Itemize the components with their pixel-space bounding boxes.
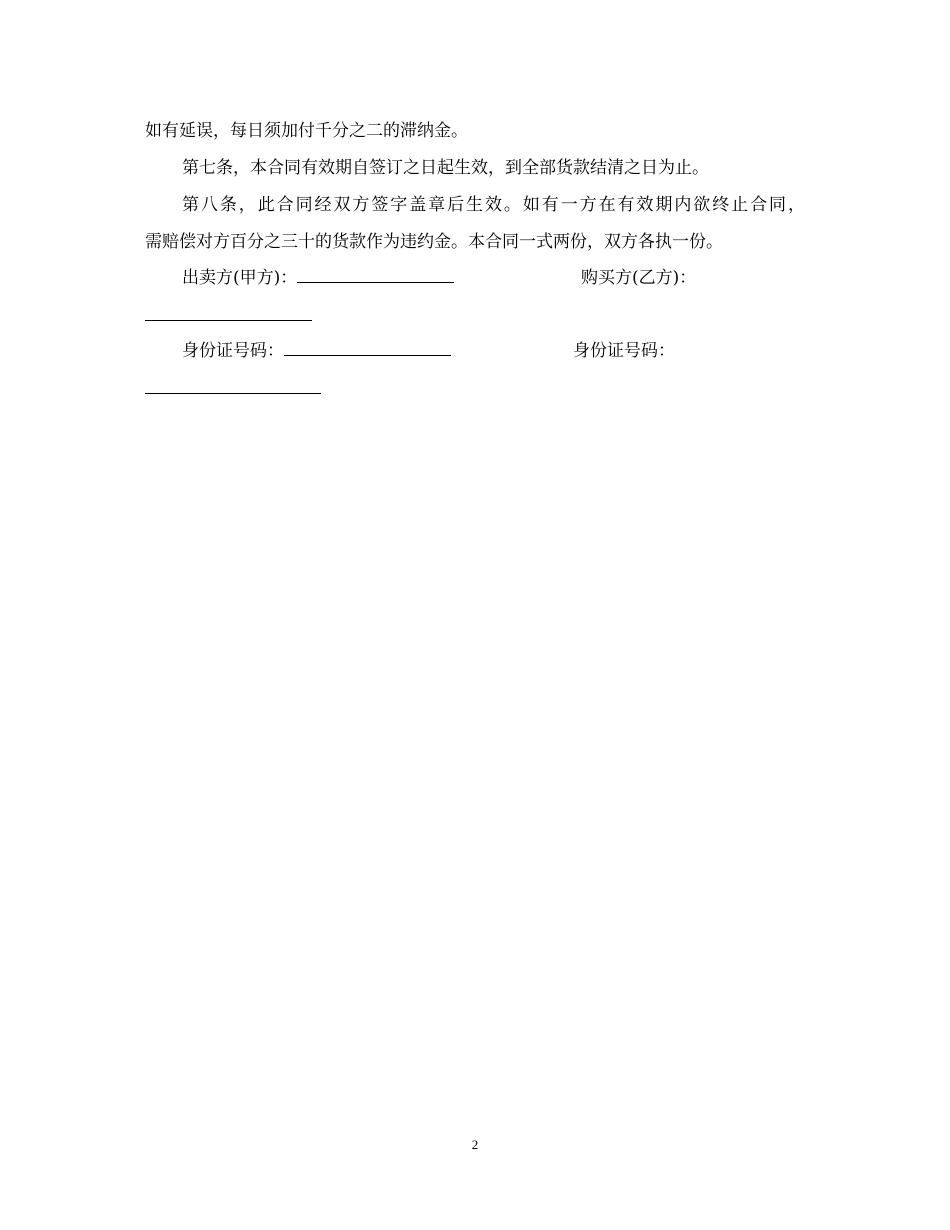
seller-signature-blank (297, 268, 454, 283)
page-number: 2 (471, 1137, 479, 1152)
buyer-id-blank (145, 393, 321, 394)
seller-signature-row (182, 268, 454, 288)
seller-id-blank (284, 341, 451, 356)
seller-id-label: 身份证号码： (182, 341, 284, 361)
buyer-signature-blank (145, 320, 312, 321)
seller-label: 出卖方(甲方)： (182, 268, 298, 288)
paragraph-article-eight-line-2: 需赔偿对方百分之三十的货款作为违约金。本合同一式两份，双方各执一份。 (145, 232, 723, 252)
paragraph-late-penalty: 如有延误，每日须加付千分之二的滞纳金。 (145, 121, 468, 141)
paragraph-article-eight-line-1: 第八条，此合同经双方签字盖章后生效。如有一方在有效期内欲终止合同， (182, 195, 805, 215)
buyer-label: 购买方(乙方)： (581, 268, 697, 288)
paragraph-article-seven: 第七条，本合同有效期自签订之日起生效，到全部货款结清之日为止。 (182, 158, 709, 178)
buyer-id-label: 身份证号码： (573, 341, 675, 361)
seller-id-row (182, 341, 451, 361)
